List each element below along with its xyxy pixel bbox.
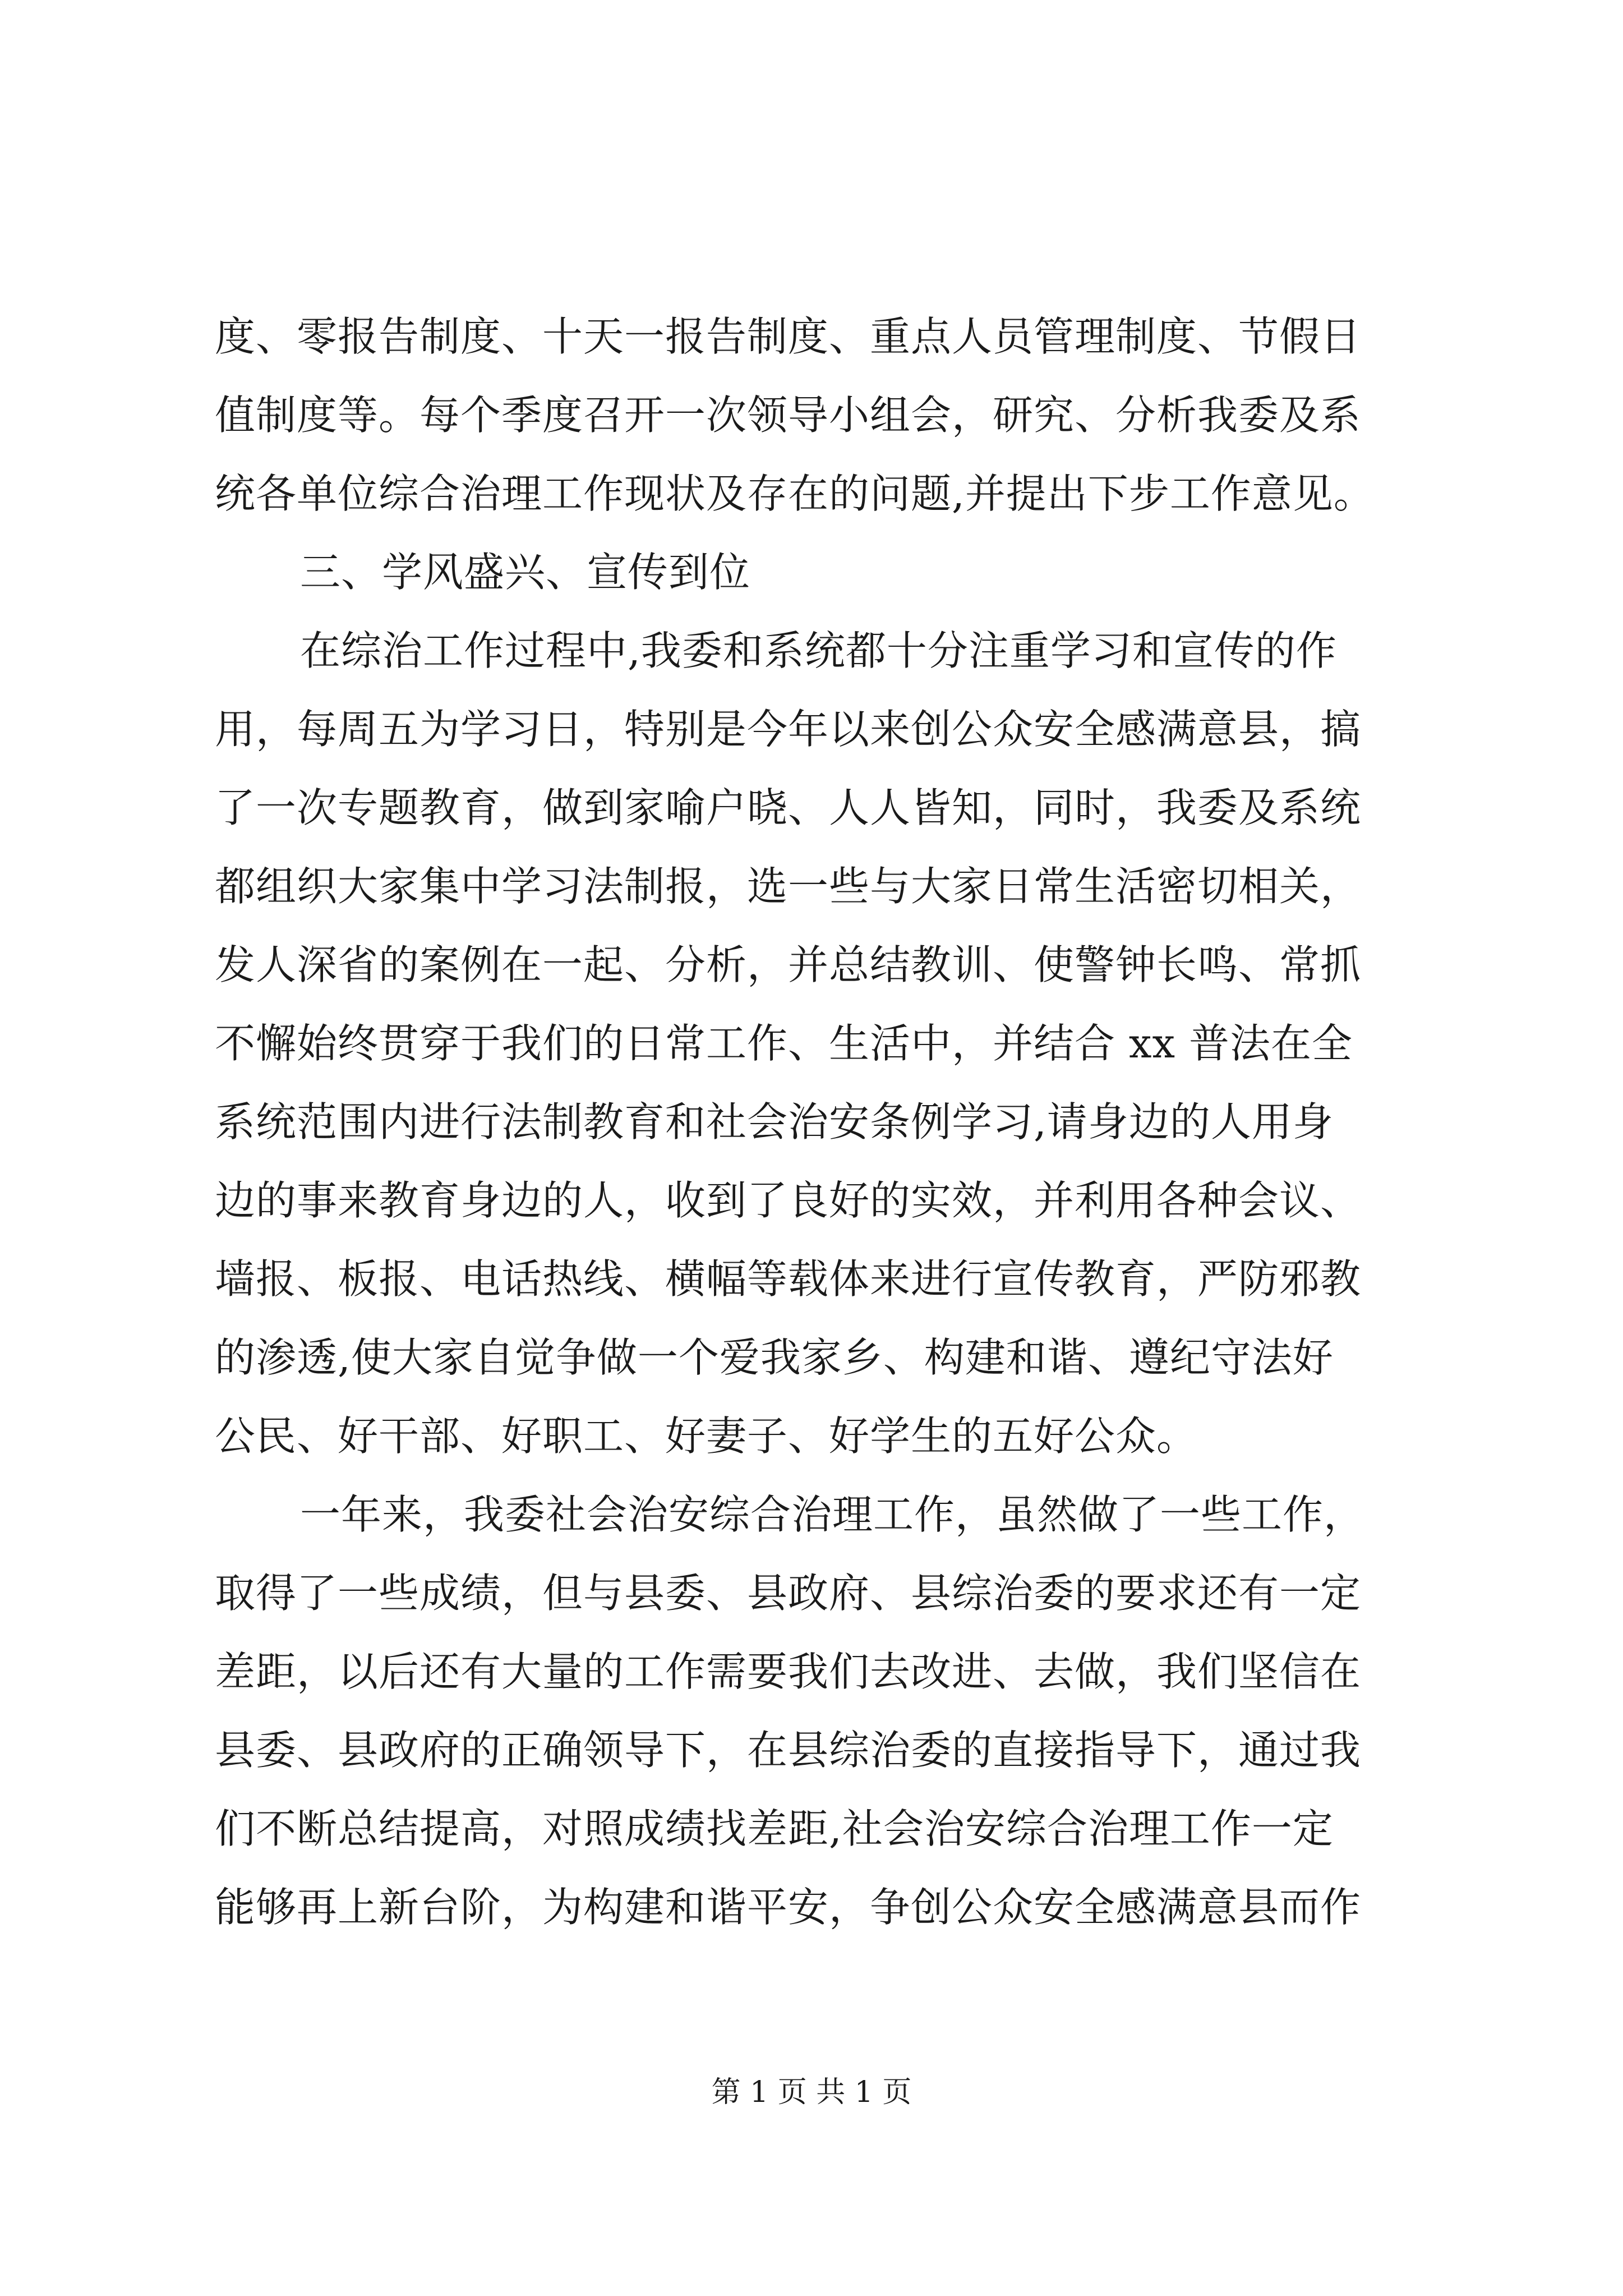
body-line-8: 都组织大家集中学习法制报，选一些与大家日常生活密切相关， (215, 863, 1362, 910)
body-line-18: 差距，以后还有大量的工作需要我们去改进、去做，我们坚信在 (215, 1648, 1362, 1695)
body-line-9: 发人深省的案例在一起、分析，并总结教训、使警钟长鸣、常抓 (215, 941, 1362, 988)
body-line-10: 不懈始终贯穿于我们的日常工作、生活中，并结合 xx 普法在全 (215, 1020, 1353, 1067)
body-line-7: 了一次专题教育，做到家喻户晓、人人皆知，同时，我委及系统 (215, 784, 1362, 831)
body-line-20: 们不断总结提高，对照成绩找差距,社会治安综合治理工作一定 (215, 1805, 1334, 1852)
body-line-15: 公民、好干部、好职工、好妻子、好学生的五好公众。 (215, 1412, 1198, 1460)
body-line-13: 墙报、板报、电话热线、横幅等载体来进行宣传教育，严防邪教 (215, 1255, 1362, 1303)
body-line-2: 值制度等。每个季度召开一次领导小组会，研究、分析我委及系 (215, 392, 1362, 439)
section-heading: 三、学风盛兴、宣传到位 (300, 549, 751, 596)
body-line-21: 能够再上新台阶，为构建和谐平安，争创公众安全感满意县而作 (215, 1884, 1362, 1931)
body-line-17: 取得了一些成绩，但与县委、县政府、县综治委的要求还有一定 (215, 1570, 1362, 1617)
body-line-16: 一年来，我委社会治安综合治理工作，虽然做了一些工作， (300, 1491, 1365, 1538)
body-line-12: 边的事来教育身边的人，收到了良好的实效，并利用各种会议、 (215, 1177, 1362, 1224)
body-line-6: 用，每周五为学习日，特别是今年以来创公众安全感满意县，搞 (215, 706, 1362, 753)
body-line-11: 系统范围内进行法制教育和社会治安条例学习,请身边的人用身 (215, 1098, 1334, 1145)
body-line-19: 县委、县政府的正确领导下，在县综治委的直接指导下，通过我 (215, 1727, 1362, 1774)
body-line-1: 度、零报告制度、十天一报告制度、重点人员管理制度、节假日 (215, 313, 1362, 360)
body-line-14: 的渗透,使大家自觉争做一个爱我家乡、构建和谐、遵纪守法好 (215, 1334, 1334, 1381)
body-line-3: 统各单位综合治理工作现状及存在的问题,并提出下步工作意见。 (215, 470, 1375, 517)
page-number-footer: 第 1 页 共 1 页 (711, 2076, 912, 2109)
body-line-5: 在综治工作过程中,我委和系统都十分注重学习和宣传的作 (300, 627, 1337, 674)
